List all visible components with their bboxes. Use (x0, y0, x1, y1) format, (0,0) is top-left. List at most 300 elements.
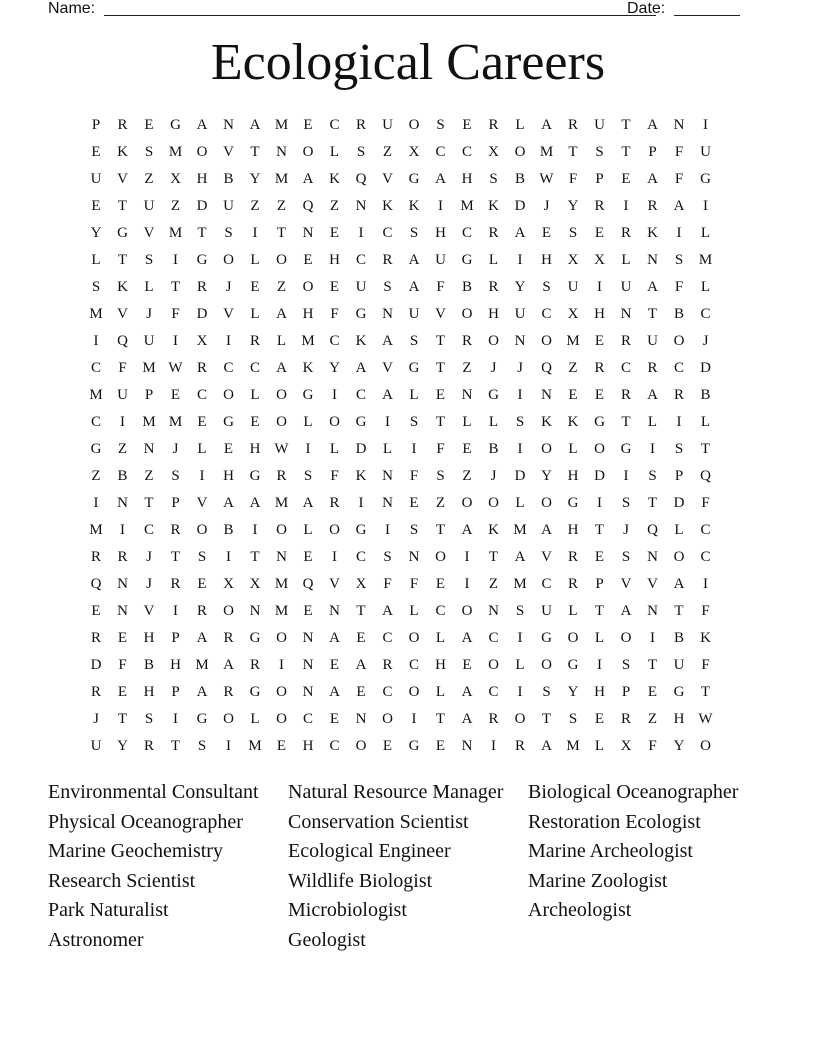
grid-letter[interactable]: T (356, 603, 366, 619)
grid-letter[interactable]: I (650, 441, 655, 457)
grid-letter[interactable]: M (168, 144, 183, 160)
grid-letter[interactable]: L (515, 657, 525, 673)
grid-letter[interactable]: O (408, 630, 420, 646)
grid-letter[interactable]: O (594, 441, 605, 457)
grid-letter[interactable]: G (196, 711, 208, 727)
grid-letter[interactable]: M (274, 603, 289, 619)
grid-letter[interactable]: O (223, 711, 234, 727)
grid-letter[interactable]: A (620, 603, 632, 619)
grid-letter[interactable]: L (568, 603, 578, 619)
grid-letter[interactable]: M (274, 576, 289, 592)
grid-letter[interactable]: G (567, 657, 579, 673)
grid-letter[interactable]: I (676, 414, 682, 430)
grid-letter[interactable]: I (93, 333, 99, 349)
grid-letter[interactable]: G (249, 684, 261, 700)
grid-letter[interactable]: A (302, 171, 314, 187)
grid-letter[interactable]: A (382, 603, 393, 619)
grid-letter[interactable]: V (117, 306, 128, 322)
grid-letter[interactable]: Q (302, 576, 314, 592)
grid-letter[interactable]: A (302, 495, 314, 511)
grid-letter[interactable]: C (673, 360, 684, 376)
grid-letter[interactable]: B (223, 522, 234, 538)
grid-letter[interactable]: E (303, 117, 313, 133)
grid-letter[interactable]: M (89, 306, 103, 322)
grid-letter[interactable]: G (223, 414, 234, 430)
grid-letter[interactable]: A (647, 387, 658, 403)
grid-letter[interactable]: X (567, 252, 579, 268)
grid-letter[interactable]: M (168, 414, 183, 430)
grid-letter[interactable]: C (355, 252, 366, 268)
grid-letter[interactable]: G (408, 360, 420, 376)
grid-letter[interactable]: R (620, 711, 631, 727)
grid-letter[interactable]: R (355, 117, 366, 133)
grid-letter[interactable]: N (117, 495, 128, 511)
grid-letter[interactable]: M (248, 738, 262, 754)
grid-letter[interactable]: L (144, 279, 154, 295)
grid-letter[interactable]: K (700, 630, 711, 646)
grid-letter[interactable]: S (197, 738, 207, 754)
grid-letter[interactable]: D (514, 198, 526, 214)
grid-letter[interactable]: O (408, 117, 420, 133)
grid-letter[interactable]: H (461, 171, 473, 187)
grid-letter[interactable]: U (567, 279, 579, 295)
grid-letter[interactable]: D (90, 657, 102, 673)
grid-letter[interactable]: E (541, 225, 552, 241)
grid-letter[interactable]: G (249, 630, 261, 646)
grid-letter[interactable]: T (647, 306, 658, 322)
grid-letter[interactable]: R (620, 387, 631, 403)
grid-letter[interactable]: Z (144, 468, 154, 484)
grid-letter[interactable]: N (620, 306, 632, 322)
grid-letter[interactable]: E (223, 441, 234, 457)
grid-letter[interactable]: N (302, 657, 314, 673)
grid-letter[interactable]: G (408, 738, 420, 754)
grid-letter[interactable]: V (329, 576, 340, 592)
grid-letter[interactable]: L (488, 252, 499, 268)
grid-letter[interactable]: I (676, 225, 682, 241)
grid-letter[interactable]: S (674, 252, 684, 268)
grid-letter[interactable]: N (302, 684, 314, 700)
grid-letter[interactable]: A (673, 576, 685, 592)
grid-letter[interactable]: Y (567, 684, 579, 700)
grid-letter[interactable]: O (276, 630, 287, 646)
grid-letter[interactable]: G (461, 252, 473, 268)
grid-letter[interactable]: U (700, 144, 711, 160)
grid-letter[interactable]: O (514, 711, 526, 727)
grid-letter[interactable]: O (673, 333, 685, 349)
grid-letter[interactable]: C (249, 360, 260, 376)
grid-letter[interactable]: R (647, 198, 658, 214)
grid-letter[interactable]: G (567, 495, 579, 511)
grid-letter[interactable]: K (117, 279, 128, 295)
grid-letter[interactable]: Z (250, 198, 260, 214)
grid-letter[interactable]: I (199, 468, 205, 484)
grid-letter[interactable]: N (461, 387, 473, 403)
grid-letter[interactable]: J (146, 549, 152, 565)
grid-letter[interactable]: U (90, 171, 102, 187)
grid-letter[interactable]: N (461, 738, 473, 754)
grid-letter[interactable]: V (143, 225, 155, 241)
grid-letter[interactable]: E (197, 576, 207, 592)
grid-letter[interactable]: O (276, 684, 287, 700)
grid-letter[interactable]: M (566, 738, 580, 754)
grid-letter[interactable]: F (383, 576, 392, 592)
grid-letter[interactable]: G (355, 522, 367, 538)
grid-letter[interactable]: O (567, 630, 579, 646)
grid-letter[interactable]: F (436, 279, 445, 295)
grid-letter[interactable]: Q (647, 522, 658, 538)
grid-letter[interactable]: H (567, 522, 579, 538)
grid-letter[interactable]: D (196, 198, 208, 214)
grid-letter[interactable]: H (196, 171, 208, 187)
grid-letter[interactable]: O (620, 630, 632, 646)
grid-letter[interactable]: X (567, 306, 579, 322)
grid-letter[interactable]: A (276, 306, 287, 322)
grid-letter[interactable]: N (276, 144, 287, 160)
grid-letter[interactable]: T (170, 279, 181, 295)
grid-letter[interactable]: B (223, 171, 234, 187)
grid-letter[interactable]: K (488, 522, 499, 538)
grid-letter[interactable]: T (117, 198, 128, 214)
grid-letter[interactable]: L (435, 630, 446, 646)
grid-letter[interactable]: L (303, 414, 313, 430)
grid-letter[interactable]: U (647, 333, 658, 349)
grid-letter[interactable]: Z (382, 144, 393, 160)
grid-letter[interactable]: G (594, 414, 605, 430)
grid-letter[interactable]: Z (91, 468, 101, 484)
grid-letter[interactable]: A (408, 279, 420, 295)
grid-letter[interactable]: Y (541, 468, 552, 484)
grid-letter[interactable]: E (303, 603, 313, 619)
grid-letter[interactable]: R (276, 468, 287, 484)
grid-letter[interactable]: J (146, 306, 152, 322)
grid-letter[interactable]: I (623, 468, 629, 484)
grid-letter[interactable]: A (382, 387, 393, 403)
grid-letter[interactable]: O (382, 711, 393, 727)
grid-letter[interactable]: R (488, 117, 499, 133)
grid-letter[interactable]: U (514, 306, 526, 322)
grid-letter[interactable]: I (252, 225, 258, 241)
grid-letter[interactable]: N (673, 117, 685, 133)
grid-letter[interactable]: I (623, 198, 629, 214)
grid-letter[interactable]: G (196, 252, 208, 268)
grid-letter[interactable]: J (543, 198, 550, 214)
grid-letter[interactable]: P (648, 144, 657, 160)
grid-letter[interactable]: N (355, 711, 367, 727)
grid-letter[interactable]: X (223, 576, 234, 592)
grid-letter[interactable]: H (223, 468, 234, 484)
grid-letter[interactable]: E (303, 252, 313, 268)
grid-letter[interactable]: T (197, 225, 207, 241)
grid-letter[interactable]: N (647, 603, 658, 619)
grid-letter[interactable]: T (647, 495, 658, 511)
grid-letter[interactable]: A (647, 171, 658, 187)
grid-letter[interactable]: E (594, 387, 605, 403)
grid-letter[interactable]: A (647, 279, 658, 295)
grid-letter[interactable]: I (279, 657, 284, 673)
grid-letter[interactable]: O (461, 306, 473, 322)
grid-letter[interactable]: I (597, 279, 602, 295)
grid-letter[interactable]: W (698, 711, 713, 727)
grid-letter[interactable]: A (223, 495, 234, 511)
grid-letter[interactable]: F (409, 576, 419, 592)
grid-letter[interactable]: H (435, 225, 446, 241)
grid-letter[interactable]: E (250, 414, 260, 430)
grid-letter[interactable]: L (594, 738, 605, 754)
grid-letter[interactable]: E (356, 684, 366, 700)
grid-letter[interactable]: T (621, 414, 631, 430)
grid-letter[interactable]: A (461, 684, 473, 700)
grid-letter[interactable]: K (355, 468, 367, 484)
grid-letter[interactable]: B (488, 441, 499, 457)
grid-letter[interactable]: S (489, 171, 498, 187)
grid-letter[interactable]: I (517, 387, 523, 403)
grid-letter[interactable]: O (302, 144, 314, 160)
grid-letter[interactable]: H (302, 738, 314, 754)
grid-letter[interactable]: E (329, 711, 340, 727)
grid-letter[interactable]: E (435, 576, 446, 592)
grid-letter[interactable]: S (303, 468, 313, 484)
grid-letter[interactable]: P (171, 495, 180, 511)
grid-letter[interactable]: I (597, 495, 602, 511)
grid-letter[interactable]: A (461, 522, 473, 538)
grid-letter[interactable]: O (461, 495, 473, 511)
grid-letter[interactable]: R (594, 198, 605, 214)
grid-letter[interactable]: D (673, 495, 685, 511)
grid-letter[interactable]: S (224, 225, 233, 241)
grid-letter[interactable]: J (702, 333, 709, 349)
grid-letter[interactable]: T (568, 144, 578, 160)
grid-letter[interactable]: O (223, 387, 234, 403)
grid-letter[interactable]: S (621, 657, 631, 673)
grid-letter[interactable]: G (170, 117, 181, 133)
grid-letter[interactable]: G (355, 414, 367, 430)
grid-letter[interactable]: J (146, 576, 152, 592)
grid-letter[interactable]: A (461, 630, 473, 646)
grid-letter[interactable]: S (436, 117, 445, 133)
grid-letter[interactable]: C (196, 387, 207, 403)
grid-letter[interactable]: C (435, 603, 446, 619)
grid-letter[interactable]: H (302, 306, 314, 322)
grid-letter[interactable]: B (673, 306, 684, 322)
grid-letter[interactable]: C (355, 387, 366, 403)
grid-letter[interactable]: M (274, 495, 289, 511)
grid-letter[interactable]: A (514, 549, 526, 565)
grid-letter[interactable]: S (621, 549, 631, 565)
grid-letter[interactable]: C (541, 576, 552, 592)
grid-letter[interactable]: A (541, 522, 552, 538)
grid-letter[interactable]: L (409, 387, 419, 403)
grid-letter[interactable]: H (594, 306, 605, 322)
grid-letter[interactable]: L (329, 144, 340, 160)
grid-letter[interactable]: S (515, 603, 525, 619)
grid-letter[interactable]: S (197, 549, 207, 565)
grid-letter[interactable]: N (647, 252, 658, 268)
grid-letter[interactable]: T (488, 549, 499, 565)
grid-letter[interactable]: N (302, 225, 314, 241)
grid-letter[interactable]: E (435, 738, 446, 754)
grid-letter[interactable]: R (90, 549, 101, 565)
grid-letter[interactable]: F (568, 171, 578, 187)
grid-letter[interactable]: A (673, 198, 685, 214)
grid-letter[interactable]: B (700, 387, 711, 403)
grid-letter[interactable]: O (673, 549, 685, 565)
grid-letter[interactable]: V (382, 360, 393, 376)
name-input-line[interactable] (104, 15, 656, 16)
grid-letter[interactable]: H (329, 252, 340, 268)
grid-letter[interactable]: C (541, 306, 552, 322)
grid-letter[interactable]: K (567, 414, 579, 430)
grid-letter[interactable]: N (514, 333, 526, 349)
grid-letter[interactable]: T (435, 711, 446, 727)
grid-letter[interactable]: J (93, 711, 99, 727)
grid-letter[interactable]: S (515, 414, 525, 430)
grid-letter[interactable]: D (700, 360, 711, 376)
grid-letter[interactable]: E (329, 279, 340, 295)
grid-letter[interactable]: D (594, 468, 605, 484)
grid-letter[interactable]: R (488, 711, 499, 727)
grid-letter[interactable]: F (118, 360, 127, 376)
grid-letter[interactable]: R (620, 333, 631, 349)
grid-letter[interactable]: R (514, 738, 525, 754)
grid-letter[interactable]: S (568, 711, 578, 727)
grid-letter[interactable]: I (305, 441, 311, 457)
grid-letter[interactable]: I (173, 603, 178, 619)
grid-letter[interactable]: I (411, 711, 417, 727)
grid-letter[interactable]: O (276, 387, 287, 403)
grid-letter[interactable]: L (700, 225, 711, 241)
grid-letter[interactable]: I (252, 522, 258, 538)
grid-letter[interactable]: M (142, 360, 156, 376)
grid-letter[interactable]: G (673, 684, 685, 700)
grid-letter[interactable]: F (118, 657, 127, 673)
grid-letter[interactable]: C (329, 117, 340, 133)
grid-letter[interactable]: N (488, 603, 499, 619)
grid-letter[interactable]: X (488, 144, 499, 160)
grid-letter[interactable]: P (171, 684, 180, 700)
grid-letter[interactable]: S (542, 279, 551, 295)
grid-letter[interactable]: R (488, 279, 499, 295)
grid-letter[interactable]: O (302, 279, 314, 295)
grid-letter[interactable]: R (223, 630, 234, 646)
grid-letter[interactable]: T (250, 144, 260, 160)
grid-letter[interactable]: S (409, 414, 419, 430)
grid-letter[interactable]: C (90, 360, 101, 376)
grid-letter[interactable]: S (356, 144, 366, 160)
grid-letter[interactable]: L (647, 414, 658, 430)
grid-letter[interactable]: E (382, 738, 393, 754)
grid-letter[interactable]: Z (276, 279, 287, 295)
grid-letter[interactable]: B (461, 279, 472, 295)
grid-letter[interactable]: U (541, 603, 552, 619)
grid-letter[interactable]: F (701, 657, 710, 673)
grid-letter[interactable]: K (541, 414, 552, 430)
grid-letter[interactable]: N (249, 603, 261, 619)
grid-letter[interactable]: R (117, 549, 128, 565)
grid-letter[interactable]: I (120, 414, 125, 430)
grid-letter[interactable]: C (382, 684, 393, 700)
grid-letter[interactable]: I (703, 117, 708, 133)
grid-letter[interactable]: M (539, 144, 554, 160)
grid-letter[interactable]: Z (568, 360, 578, 376)
grid-letter[interactable]: S (409, 225, 419, 241)
grid-letter[interactable]: S (595, 144, 604, 160)
grid-letter[interactable]: U (143, 333, 155, 349)
grid-letter[interactable]: U (594, 117, 605, 133)
grid-letter[interactable]: M (274, 171, 289, 187)
grid-letter[interactable]: O (223, 252, 234, 268)
grid-letter[interactable]: F (409, 468, 419, 484)
grid-letter[interactable]: C (355, 549, 366, 565)
grid-letter[interactable]: M (142, 414, 156, 430)
grid-letter[interactable]: N (329, 603, 340, 619)
grid-letter[interactable]: Q (355, 171, 367, 187)
grid-letter[interactable]: S (568, 225, 578, 241)
grid-letter[interactable]: I (385, 522, 390, 538)
grid-letter[interactable]: A (196, 117, 208, 133)
grid-letter[interactable]: L (276, 333, 287, 349)
grid-letter[interactable]: L (515, 117, 525, 133)
grid-letter[interactable]: R (647, 360, 658, 376)
grid-letter[interactable]: V (647, 576, 658, 592)
grid-letter[interactable]: S (144, 144, 154, 160)
grid-letter[interactable]: B (117, 468, 128, 484)
grid-letter[interactable]: A (329, 630, 340, 646)
grid-letter[interactable]: Z (144, 171, 154, 187)
grid-letter[interactable]: A (461, 711, 473, 727)
grid-letter[interactable]: E (568, 387, 578, 403)
grid-letter[interactable]: F (436, 441, 445, 457)
grid-letter[interactable]: Z (170, 198, 181, 214)
grid-letter[interactable]: R (461, 333, 472, 349)
grid-letter[interactable]: O (541, 333, 552, 349)
grid-letter[interactable]: H (567, 468, 579, 484)
grid-letter[interactable]: O (276, 252, 287, 268)
grid-letter[interactable]: I (385, 414, 390, 430)
grid-letter[interactable]: H (594, 684, 605, 700)
grid-letter[interactable]: K (408, 198, 420, 214)
grid-letter[interactable]: Y (673, 738, 685, 754)
grid-letter[interactable]: U (408, 306, 420, 322)
grid-letter[interactable]: R (567, 117, 578, 133)
grid-letter[interactable]: U (143, 198, 155, 214)
grid-letter[interactable]: R (620, 225, 631, 241)
grid-letter[interactable]: T (594, 522, 605, 538)
grid-letter[interactable]: S (409, 522, 419, 538)
grid-letter[interactable]: I (491, 738, 496, 754)
grid-letter[interactable]: O (541, 657, 552, 673)
grid-letter[interactable]: Q (302, 198, 314, 214)
grid-letter[interactable]: N (276, 549, 287, 565)
grid-letter[interactable]: Z (276, 198, 287, 214)
grid-letter[interactable]: L (250, 306, 260, 322)
grid-letter[interactable]: E (435, 387, 446, 403)
grid-letter[interactable]: V (196, 495, 208, 511)
grid-letter[interactable]: O (488, 333, 499, 349)
grid-letter[interactable]: O (196, 144, 208, 160)
grid-letter[interactable]: E (409, 495, 419, 511)
grid-letter[interactable]: S (621, 495, 631, 511)
grid-letter[interactable]: T (117, 711, 128, 727)
grid-letter[interactable]: Z (647, 711, 658, 727)
grid-letter[interactable]: G (541, 630, 552, 646)
grid-letter[interactable]: Q (541, 360, 552, 376)
grid-letter[interactable]: E (117, 630, 128, 646)
grid-letter[interactable]: N (541, 387, 552, 403)
grid-letter[interactable]: I (438, 198, 443, 214)
grid-letter[interactable]: L (674, 522, 684, 538)
grid-letter[interactable]: S (171, 468, 180, 484)
